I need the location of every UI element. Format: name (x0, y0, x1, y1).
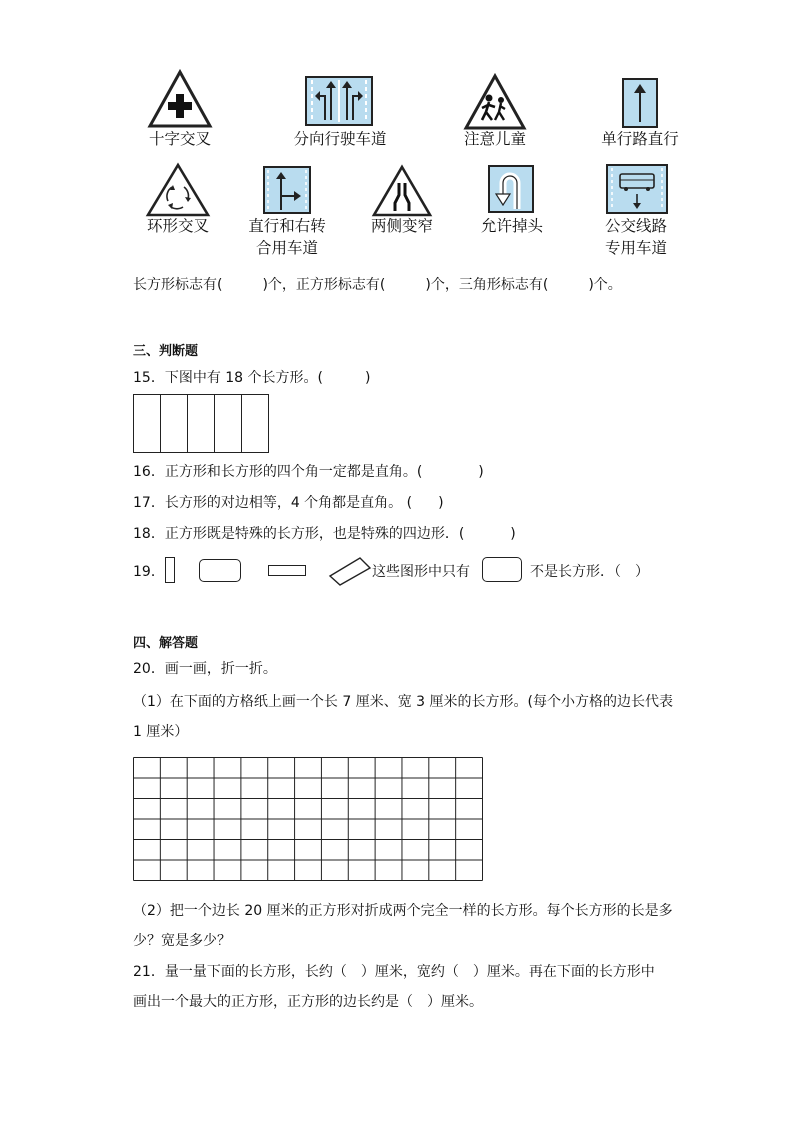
q19-end (530, 562, 649, 582)
q16 (133, 462, 484, 482)
count-q-part1: 长方形标志有( (133, 277, 223, 293)
q19-tilted-rect (328, 556, 372, 586)
q17-text: 17．长方形的对边相等，4 个角都是直角。 ( (133, 495, 413, 511)
bus-lane-blue-sign (606, 164, 668, 214)
q19-middle-text: 这些图形中只有 (372, 564, 470, 580)
sign-label-one-way: 单行路直行 (601, 130, 679, 148)
q19-flat-rect (268, 565, 306, 576)
sign-label-straight-right-2: 合用车道 (255, 239, 318, 257)
sign-label-split-lane: 分向行驶车道 (293, 130, 387, 148)
q16-close: ) (478, 464, 484, 480)
sign-label-narrows: 两侧变窄 (370, 217, 433, 235)
q17 (133, 493, 444, 513)
sign-count-question (133, 275, 622, 295)
q20-part2-line1: （2）把一个边长 20 厘米的正方形对折成两个完全一样的长方形。每个长方形的长是多 (133, 903, 673, 919)
q15 (133, 368, 370, 388)
sign-label-bus-lane-1: 公交线路 (604, 217, 667, 235)
u-turn-blue-sign (488, 165, 534, 213)
sign-label-straight-right-1: 直行和右转 (248, 217, 326, 235)
one-way-straight-blue-sign (622, 78, 658, 128)
q19-tall-narrow-rect (165, 557, 175, 583)
crossroad-triangle-sign (148, 70, 212, 128)
count-q-part4: )个。 (588, 277, 622, 293)
q20-part2-line2: 少？宽是多少？ (133, 933, 231, 949)
q20-title: 20．画一画，折一折。 (133, 661, 277, 677)
q15-text: 15．下图中有 18 个长方形。( (133, 370, 323, 386)
q18-close: ) (510, 526, 516, 542)
q19-close: ） (635, 564, 649, 580)
q21-line1: 21．量一量下面的长方形，长约（ ）厘米，宽约（ ）厘米。再在下面的长方形中 (133, 964, 655, 980)
q21-line2: 画出一个最大的正方形，正方形的边长约是（ ）厘米。 (133, 994, 483, 1010)
roundabout-triangle-sign (146, 163, 210, 217)
square-grid-paper[interactable] (133, 757, 483, 881)
sign-label-roundabout: 环形交叉 (146, 217, 209, 235)
count-q-part2: )个，正方形标志有( (262, 277, 386, 293)
q20-part1-line2: 1 厘米） (133, 724, 189, 740)
q17-close: ) (438, 495, 444, 511)
road-narrows-triangle-sign (372, 165, 432, 217)
q20-part1-line1: （1）在下面的方格纸上画一个长 7 厘米、宽 3 厘米的长方形。(每个小方格的边长代表 (133, 694, 673, 710)
q19-target-rounded-rect (482, 557, 522, 582)
sign-label-u-turn: 允许掉头 (480, 217, 543, 235)
children-warning-triangle-sign (464, 74, 526, 130)
q15-rectangle-figure (133, 394, 269, 453)
sign-label-children: 注意儿童 (463, 130, 526, 148)
sign-label-crossroad: 十字交叉 (148, 130, 211, 148)
sign-label-bus-lane-2: 专用车道 (604, 239, 667, 257)
section4-title: 四、解答题 (133, 636, 199, 651)
q19-number: 19． (133, 564, 165, 580)
section3-title: 三、判断题 (133, 344, 199, 359)
q18 (133, 524, 516, 544)
straight-right-lane-blue-sign (263, 166, 311, 214)
q16-text: 16．正方形和长方形的四个角一定都是直角。( (133, 464, 423, 480)
q18-text: 18．正方形既是特殊的长方形，也是特殊的四边形．( (133, 526, 465, 542)
q19-end-text: 不是长方形．（ (530, 564, 621, 580)
q19-rounded-rect (199, 559, 241, 582)
count-q-part3: )个，三角形标志有( (425, 277, 549, 293)
split-lane-blue-sign (305, 76, 373, 126)
q15-close: ) (365, 370, 371, 386)
